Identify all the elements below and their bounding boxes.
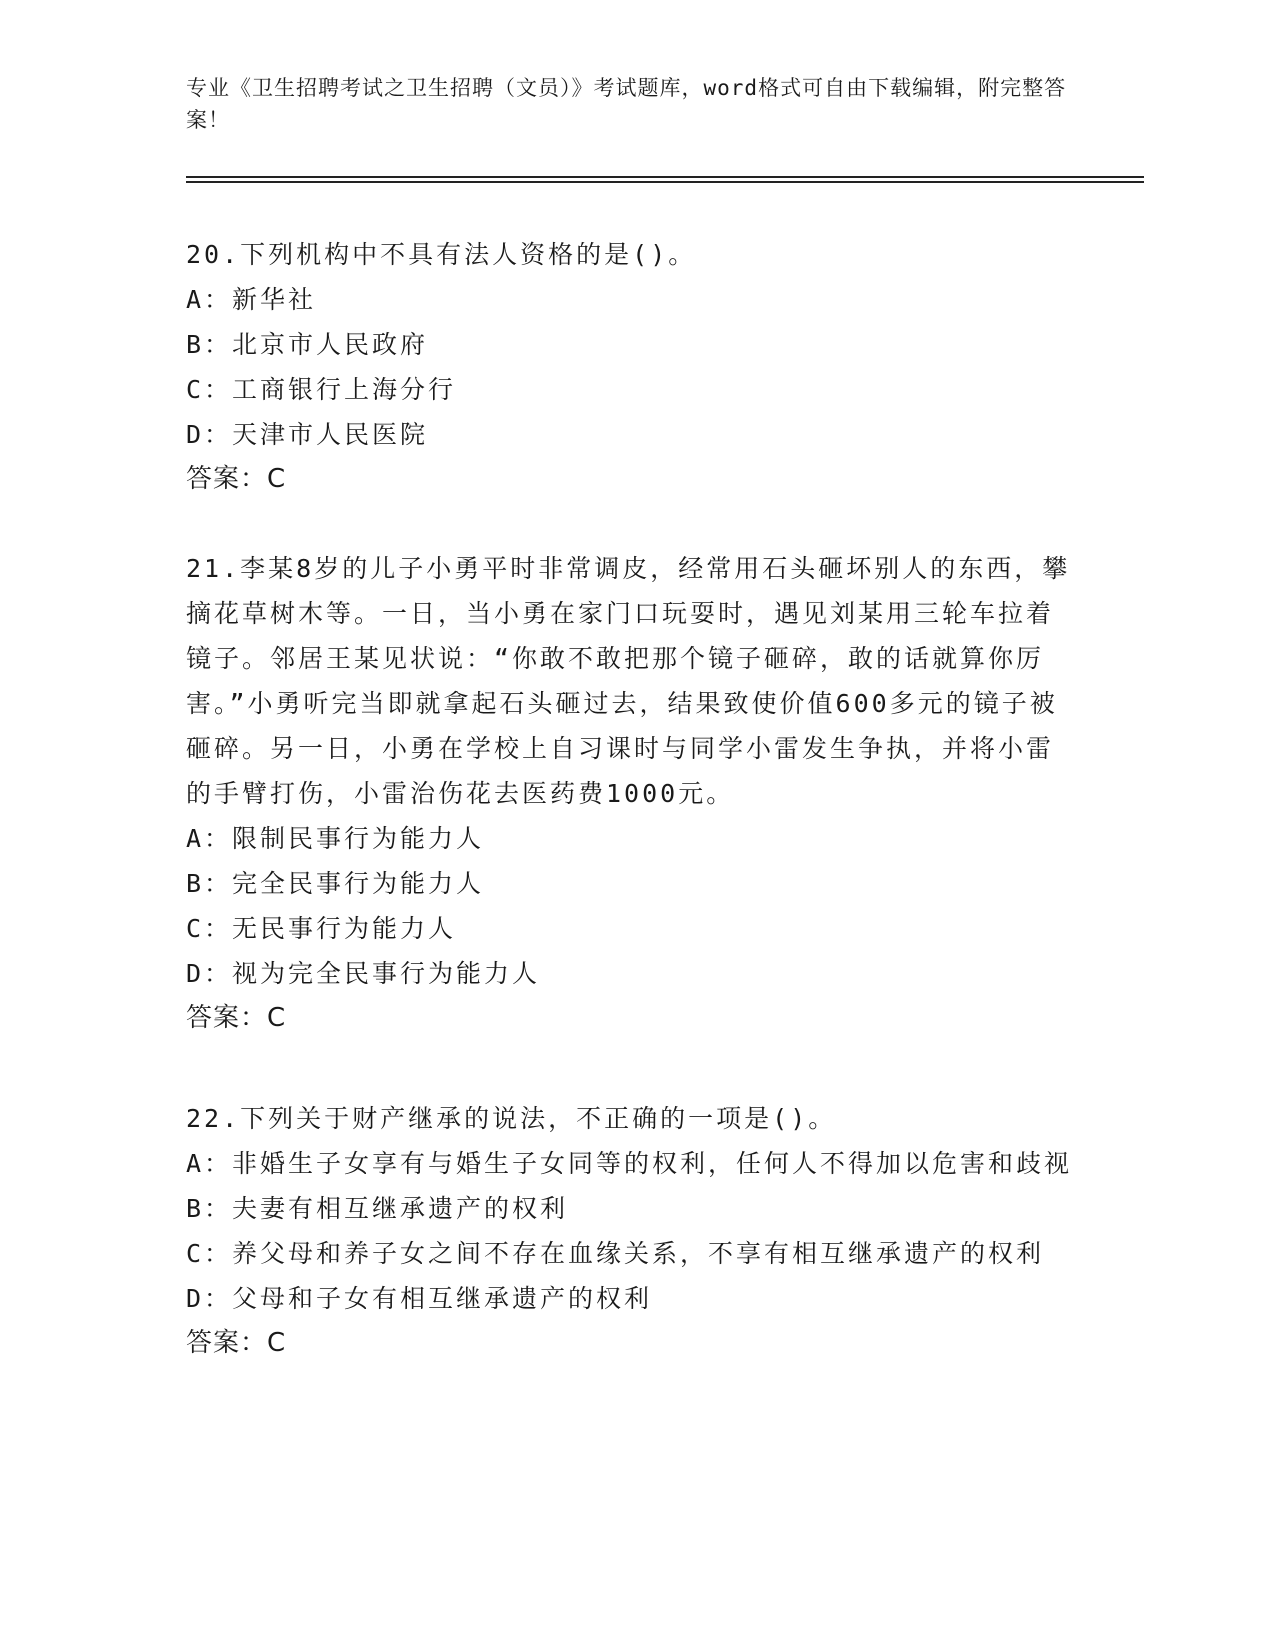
question-stem: 21.李某8岁的儿子小勇平时非常调皮，经常用石头砸坏别人的东西，攀摘花草树木等。一日，当小勇在家门口玩耍时，遇见刘某用三轮车拉着镜子。邻居王某见状说：“你敢不敢把那个镜子砸碎，敢的话就算你厉害。”小勇听完当即就拿起石头砸过去，结果致使价值600多元的镜子被砸碎。另一日，小勇在学校上自习课时与同学小雷发生争执，并将小雷的手臂打伤，小雷治伤花去医药费1000元。: [186, 554, 1071, 808]
question-22: [186, 1096, 1076, 1366]
option-d: D：视为完全民事行为能力人: [186, 959, 541, 988]
answer: 答案：C: [186, 1328, 287, 1358]
question-21: [186, 546, 1076, 1041]
option-a: A：限制民事行为能力人: [186, 824, 485, 853]
question-stem: 20.下列机构中不具有法人资格的是()。: [186, 240, 697, 269]
document-header: 专业《卫生招聘考试之卫生招聘（文员）》考试题库，word格式可自由下载编辑，附完整答案！: [186, 76, 1067, 132]
option-a: A：非婚生子女享有与婚生子女同等的权利，任何人不得加以危害和歧视: [186, 1149, 1073, 1178]
question-stem: 22.下列关于财产继承的说法，不正确的一项是()。: [186, 1104, 837, 1133]
answer: 答案：C: [186, 464, 287, 494]
option-b: B：完全民事行为能力人: [186, 869, 485, 898]
option-d: D：父母和子女有相互继承遗产的权利: [186, 1284, 653, 1313]
option-b: B：夫妻有相互继承遗产的权利: [186, 1194, 569, 1223]
option-b: B：北京市人民政府: [186, 330, 429, 359]
option-c: C：养父母和养子女之间不存在血缘关系，不享有相互继承遗产的权利: [186, 1239, 1045, 1268]
option-c: C：工商银行上海分行: [186, 375, 457, 404]
header-divider-top: [186, 176, 1144, 178]
option-c: C：无民事行为能力人: [186, 914, 457, 943]
header-divider-bottom: [186, 181, 1144, 183]
option-d: D：天津市人民医院: [186, 420, 429, 449]
option-a: A：新华社: [186, 285, 317, 314]
answer: 答案：C: [186, 1003, 287, 1033]
question-20: [186, 232, 1076, 502]
